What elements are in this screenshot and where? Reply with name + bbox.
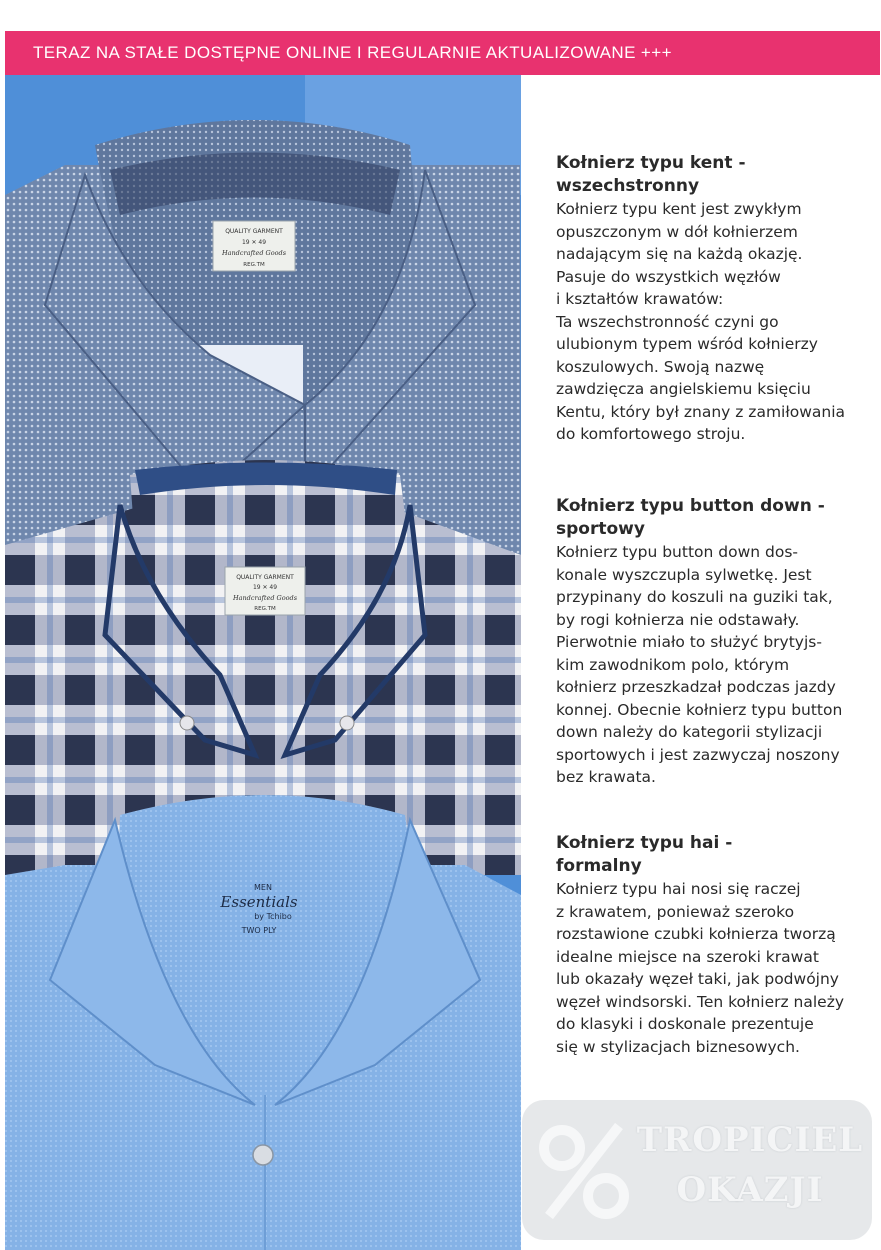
body-line: sportowych i jest zazwyczaj noszony [556,745,840,764]
body-line: i kształtów krawatów: [556,290,724,308]
body-line: down należy do kategorii stylizacji [556,723,823,741]
body-line: zawdzięcza angielskiemu księciu [556,380,811,398]
section-kent-body [556,198,874,446]
body-line: bez krawata. [556,768,656,786]
body-line: kim zawodnikom polo, którym [556,655,790,674]
shirts-photo [5,75,521,1250]
body-line: by rogi kołnierza nie odstawały. [556,610,800,629]
body-line: węzeł windsorski. Ten kołnierz należy [556,992,845,1011]
body-line: koszulowych. Swoją nazwę [556,357,765,376]
body-line: konnej. Obecnie kołnierz typu button [556,700,843,719]
section-button-down-body [556,541,874,789]
percent-icon [534,1116,634,1226]
section-button-down-title-line: sportowy [556,519,645,539]
section-hai [556,832,874,1058]
tropiciel-okazji-watermark [522,1100,872,1240]
section-hai-title [556,832,874,878]
watermark-line2: OKAZJI [676,1170,824,1210]
section-kent [556,152,874,446]
body-line: ulubionym typem wśród kołnierzy [556,335,818,353]
section-hai-body [556,878,874,1058]
watermark-line1: TROPICIEL [636,1120,864,1160]
body-line: rozstawione czubki kołnierza tworzą [556,925,836,943]
shirt3-label-line1: MEN [254,883,272,892]
body-line: Pasuje do wszystkich węzłów [556,267,781,286]
body-line: Kołnierz typu button down dos- [556,543,799,561]
shirt2-label-line1: QUALITY GARMENT [236,574,294,581]
banner-text: TERAZ NA STAŁE DOSTĘPNE ONLINE I REGULARNIE AKTUALIZOWANE +++ [33,43,672,62]
shirt2-label-line2: 19 ✕ 49 [252,584,278,591]
body-line: konale wyszczupla sylwetkę. Jest [556,565,812,584]
section-button-down-title-line: Kołnierz typu button down - [556,496,825,516]
section-kent-title-line: Kołnierz typu kent - [556,153,746,173]
body-line: Pierwotnie miało to służyć brytyjs- [556,633,822,651]
body-line: się w stylizacjach biznesowych. [556,1037,800,1056]
body-line: do klasyki i doskonale prezentuje [556,1015,814,1033]
shirt1-label-line4: REG.TM [243,262,265,268]
body-line: do komfortowego stroju. [556,425,746,443]
shirt3-label-line3: by Tchibo [254,912,292,921]
body-line: kołnierz przeszkadzał podczas jazdy [556,678,836,696]
body-line: z krawatem, ponieważ szeroko [556,902,795,921]
body-line: przypinany do koszuli na guziki tak, [556,588,833,606]
shirt1-label-line1: QUALITY GARMENT [225,228,283,235]
section-kent-title [556,152,874,198]
section-hai-title-line: formalny [556,856,642,876]
shirt1-label-line2: 19 ✕ 49 [241,239,267,246]
body-line: Kentu, który był znany z zamiłowania [556,402,846,421]
section-button-down [556,495,874,789]
body-line: lub okazały węzeł taki, jak podwójny [556,970,839,988]
body-line: idealne miejsce na szeroki krawat [556,947,819,966]
body-line: Kołnierz typu kent jest zwykłym [556,200,802,218]
shirt1-label-line3: Handcrafted Goods [221,249,287,257]
top-banner [5,31,880,75]
section-button-down-title [556,495,874,541]
body-line: nadającym się na każdą okazję. [556,245,803,263]
body-line: Kołnierz typu hai nosi się raczej [556,880,801,898]
body-line: opuszczonym w dół kołnierzem [556,222,798,241]
shirt2-label-line4: REG.TM [254,606,276,612]
section-hai-title-line: Kołnierz typu hai - [556,833,733,853]
shirt3-label-line2: Essentials [220,893,298,911]
shirt2-label-line3: Handcrafted Goods [232,594,298,602]
body-line: Ta wszechstronność czyni go [556,312,779,331]
section-kent-title-line: wszechstronny [556,176,700,196]
shirt3-label-line4: TWO PLY [241,926,277,935]
